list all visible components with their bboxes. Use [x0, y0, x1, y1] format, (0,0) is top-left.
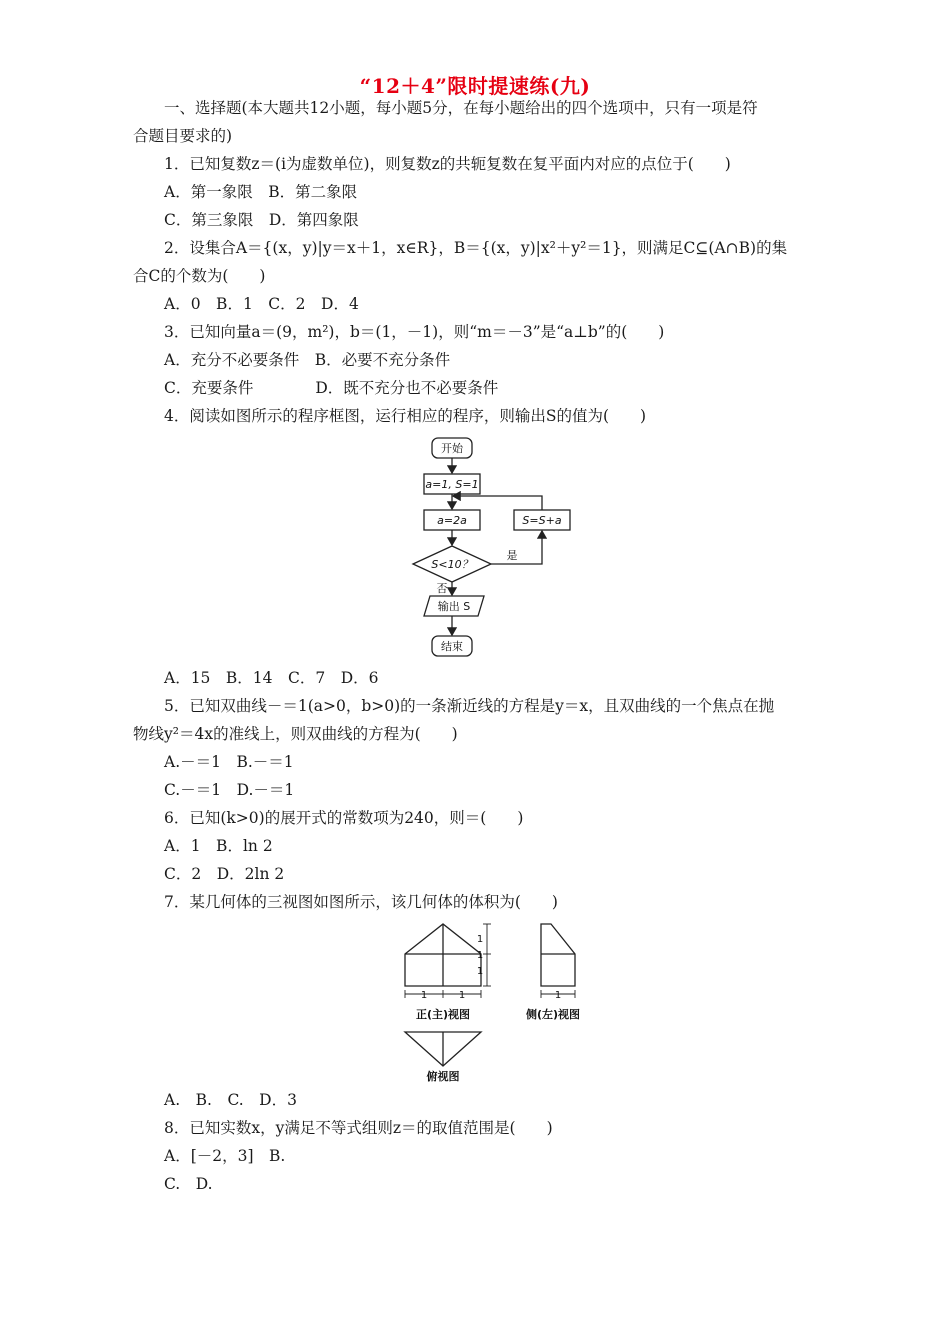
- q6-options-cd: C．2 D．2ln 2: [164, 865, 285, 883]
- flow-no-label: 否: [436, 582, 448, 595]
- side-view-shape: [541, 924, 575, 986]
- side-view-label: 侧(左)视图: [525, 1008, 581, 1021]
- flow-init-text: a=1, S=1: [425, 478, 479, 491]
- q4-options: A．15 B．14 C．7 D．6: [164, 669, 379, 687]
- q5-options-ab: A.－＝1 B.－＝1: [164, 753, 294, 771]
- q4-stem: 4．阅读如图所示的程序框图，运行相应的程序，则输出S的值为( ): [164, 407, 647, 425]
- flow-update-text: S=S+a: [522, 514, 562, 527]
- dim-front-left: 1: [420, 990, 428, 1001]
- q7-three-views: [395, 918, 595, 1084]
- q5-options-cd: C.－＝1 D.－＝1: [164, 781, 295, 799]
- q4-flowchart: [400, 432, 580, 662]
- flow-end-text: 结束: [441, 640, 463, 653]
- q7-stem: 7．某几何体的三视图如图所示，该几何体的体积为( ): [164, 893, 558, 911]
- q1-options-cd: C．第三象限 D．第四象限: [164, 211, 359, 229]
- dim-height-mid: 1: [476, 950, 484, 961]
- q2-stem-line1: 2．设集合A＝{(x，y)|y＝x＋1，x∈R}，B＝{(x，y)|x²＋y²＝1}，则满足C⊆(A∩B)的集: [164, 239, 788, 257]
- q8-stem: 8．已知实数x，y满足不等式组则z＝的取值范围是( ): [164, 1119, 553, 1137]
- q3-stem: 3．已知向量a＝(9，m²)，b＝(1，－1)，则“m＝－3”是“a⊥b”的( ): [164, 323, 665, 341]
- q5-stem-line2: 物线y²＝4x的准线上，则双曲线的方程为( ): [133, 725, 458, 743]
- q1-options-ab: A．第一象限 B．第二象限: [164, 183, 358, 201]
- flow-output-text: 输出 S: [437, 600, 471, 613]
- section-heading-line2: 合题目要求的): [133, 127, 233, 145]
- q3-options-cd: C．充要条件 D．既不充分也不必要条件: [164, 379, 499, 397]
- q2-stem-line2: 合C的个数为( ): [133, 267, 266, 285]
- dim-front-right: 1: [458, 990, 466, 1001]
- dim-height-top: 1: [476, 934, 484, 945]
- dim-height-bottom: 1: [476, 966, 484, 977]
- q3-options-ab: A．充分不必要条件 B．必要不充分条件: [164, 351, 451, 369]
- flow-step-text: a=2a: [437, 514, 467, 527]
- flow-yes-label: 是: [506, 549, 518, 562]
- q1-stem: 1．已知复数z＝(i为虚数单位)，则复数z的共轭复数在复平面内对应的点位于( ): [164, 155, 731, 173]
- page-title: “12＋4”限时提速练(九): [359, 74, 591, 98]
- flow-cond-text: S<10？: [431, 558, 473, 571]
- q6-options-ab: A．1 B．ln 2: [164, 837, 273, 855]
- front-view-label: 正(主)视图: [415, 1008, 471, 1021]
- q5-stem-line1: 5．已知双曲线－＝1(a>0，b>0)的一条渐近线的方程是y＝x，且双曲线的一个焦点在抛: [164, 697, 775, 715]
- dim-side: 1: [554, 990, 562, 1001]
- q6-stem: 6．已知(k>0)的展开式的常数项为240，则＝( ): [164, 809, 524, 827]
- q8-options-cd: C. D.: [164, 1175, 213, 1193]
- section-heading-line1: 一、选择题(本大题共12小题，每小题5分，在每小题给出的四个选项中，只有一项是符: [164, 99, 758, 117]
- flow-start-text: 开始: [441, 442, 463, 455]
- q7-options: A. B. C. D．3: [164, 1091, 297, 1109]
- top-view-label: 俯视图: [426, 1070, 460, 1083]
- q2-options: A．0 B．1 C．2 D．4: [164, 295, 359, 313]
- q8-options-ab: A．[－2，3] B.: [164, 1147, 286, 1165]
